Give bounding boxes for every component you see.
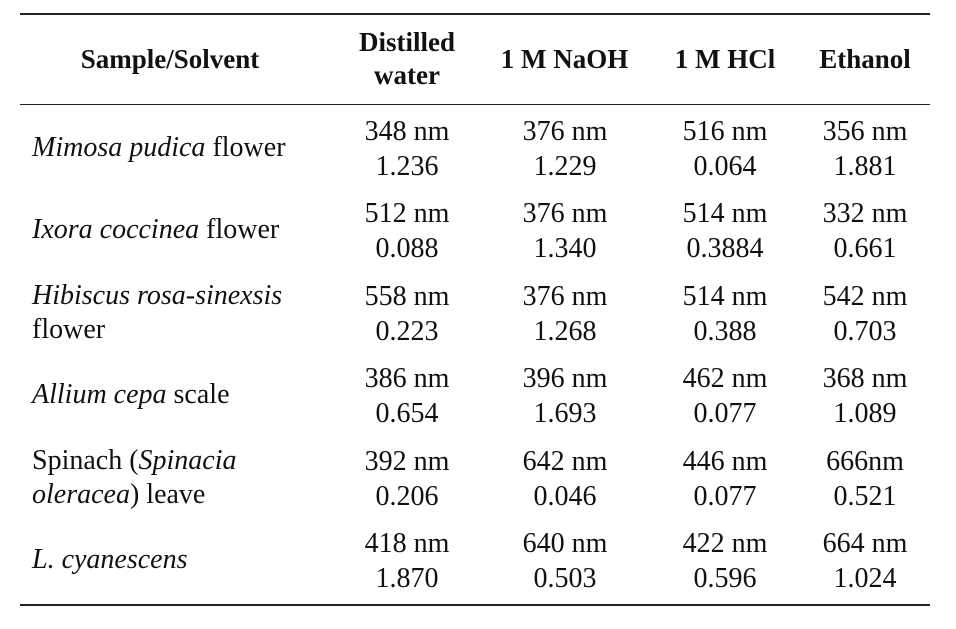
wavelength: 392 nm (364, 446, 450, 477)
header-sample-solvent: Sample/Solvent (80, 44, 260, 74)
cell-distilled-water (332, 196, 482, 266)
cell-distilled-water (332, 444, 482, 514)
absorbance: 1.089 (833, 398, 897, 429)
wavelength: 558 nm (364, 281, 450, 312)
sample-name (32, 378, 332, 412)
sample-name (32, 444, 332, 512)
wavelength: 446 nm (682, 446, 768, 477)
sample-species: Hibiscus rosa-sinexsis (32, 280, 283, 311)
cell-hcl (655, 361, 795, 431)
wavelength: 542 nm (822, 281, 908, 312)
cell-hcl (655, 196, 795, 266)
sample-name (32, 213, 332, 247)
cell-naoh (490, 526, 640, 596)
sample-part: ) leave (129, 479, 206, 510)
cell-naoh (490, 444, 640, 514)
wavelength: 514 nm (682, 198, 768, 229)
wavelength: 516 nm (682, 116, 768, 147)
cell-naoh (490, 196, 640, 266)
header-distilled-line2: water (374, 60, 440, 90)
cell-naoh (490, 279, 640, 349)
absorbance: 0.223 (375, 316, 439, 347)
cell-hcl (655, 444, 795, 514)
sample-species-cont: oleracea (32, 479, 130, 510)
sample-name (32, 543, 332, 577)
wavelength: 418 nm (364, 528, 450, 559)
absorbance: 0.703 (833, 316, 897, 347)
absorbance: 0.206 (375, 481, 439, 512)
wavelength: 376 nm (522, 198, 608, 229)
wavelength: 512 nm (364, 198, 450, 229)
wavelength: 664 nm (822, 528, 908, 559)
wavelength: 640 nm (522, 528, 608, 559)
absorbance: 1.881 (833, 151, 897, 182)
cell-naoh (490, 361, 640, 431)
absorbance: 1.024 (833, 563, 897, 594)
header-hcl: 1 M HCl (674, 44, 776, 74)
header-ethanol: Ethanol (819, 44, 911, 74)
absorbance: 1.236 (375, 151, 439, 182)
header-naoh: 1 M NaOH (500, 44, 629, 74)
cell-hcl (655, 526, 795, 596)
sample-name (32, 131, 332, 165)
sample-species: Mimosa pudica (32, 132, 206, 163)
sample-species: Ixora coccinea (32, 214, 200, 245)
cell-ethanol (798, 196, 932, 266)
wavelength: 514 nm (682, 281, 768, 312)
wavelength: 386 nm (364, 363, 450, 394)
sample-prefix: Spinach ( (32, 445, 139, 476)
table-row (0, 279, 956, 361)
wavelength: 376 nm (522, 116, 608, 147)
cell-ethanol (798, 114, 932, 184)
absorbance: 0.3884 (686, 233, 764, 264)
absorbance: 0.046 (533, 481, 597, 512)
wavelength: 356 nm (822, 116, 908, 147)
sample-part: flower (32, 314, 106, 345)
cell-ethanol (798, 526, 932, 596)
sample-species: Spinacia (138, 445, 237, 476)
absorbance: 0.503 (533, 563, 597, 594)
wavelength: 396 nm (522, 363, 608, 394)
absorbance: 0.596 (693, 563, 757, 594)
cell-hcl (655, 279, 795, 349)
absorbance: 0.661 (833, 233, 897, 264)
header-distilled-water (332, 26, 482, 92)
wavelength: 462 nm (682, 363, 768, 394)
sample-species: L. cyanescens (32, 544, 188, 575)
absorbance: 1.693 (533, 398, 597, 429)
header-distilled-line1: Distilled (358, 27, 455, 57)
absorbance: 0.077 (693, 398, 757, 429)
cell-hcl (655, 114, 795, 184)
absorbance: 0.088 (375, 233, 439, 264)
sample-part: flower (205, 132, 286, 163)
table-row (0, 114, 956, 196)
table-row (0, 444, 956, 526)
absorbance: 0.654 (375, 398, 439, 429)
table-row (0, 526, 956, 608)
sample-part: flower (199, 214, 280, 245)
sample-part: scale (166, 379, 230, 410)
table-row (0, 361, 956, 443)
cell-ethanol (798, 361, 932, 431)
sample-name (32, 279, 332, 347)
wavelength: 368 nm (822, 363, 908, 394)
absorbance: 0.388 (693, 316, 757, 347)
sample-species: Allium cepa (32, 379, 167, 410)
bottom-rule (20, 604, 930, 606)
absorbance: 0.077 (693, 481, 757, 512)
absorbance: 1.870 (375, 563, 439, 594)
table-row (0, 196, 956, 278)
wavelength: 642 nm (522, 446, 608, 477)
header-rule (20, 104, 930, 105)
cell-naoh (490, 114, 640, 184)
wavelength: 666nm (826, 446, 904, 477)
absorbance: 0.064 (693, 151, 757, 182)
wavelength: 332 nm (822, 198, 908, 229)
cell-distilled-water (332, 114, 482, 184)
cell-ethanol (798, 444, 932, 514)
wavelength: 348 nm (364, 116, 450, 147)
wavelength: 376 nm (522, 281, 608, 312)
wavelength: 422 nm (682, 528, 768, 559)
absorbance: 1.268 (533, 316, 597, 347)
cell-distilled-water (332, 361, 482, 431)
absorbance: 0.521 (833, 481, 897, 512)
absorbance: 1.340 (533, 233, 597, 264)
absorbance: 1.229 (533, 151, 597, 182)
cell-distilled-water (332, 279, 482, 349)
cell-distilled-water (332, 526, 482, 596)
top-rule (20, 13, 930, 15)
cell-ethanol (798, 279, 932, 349)
